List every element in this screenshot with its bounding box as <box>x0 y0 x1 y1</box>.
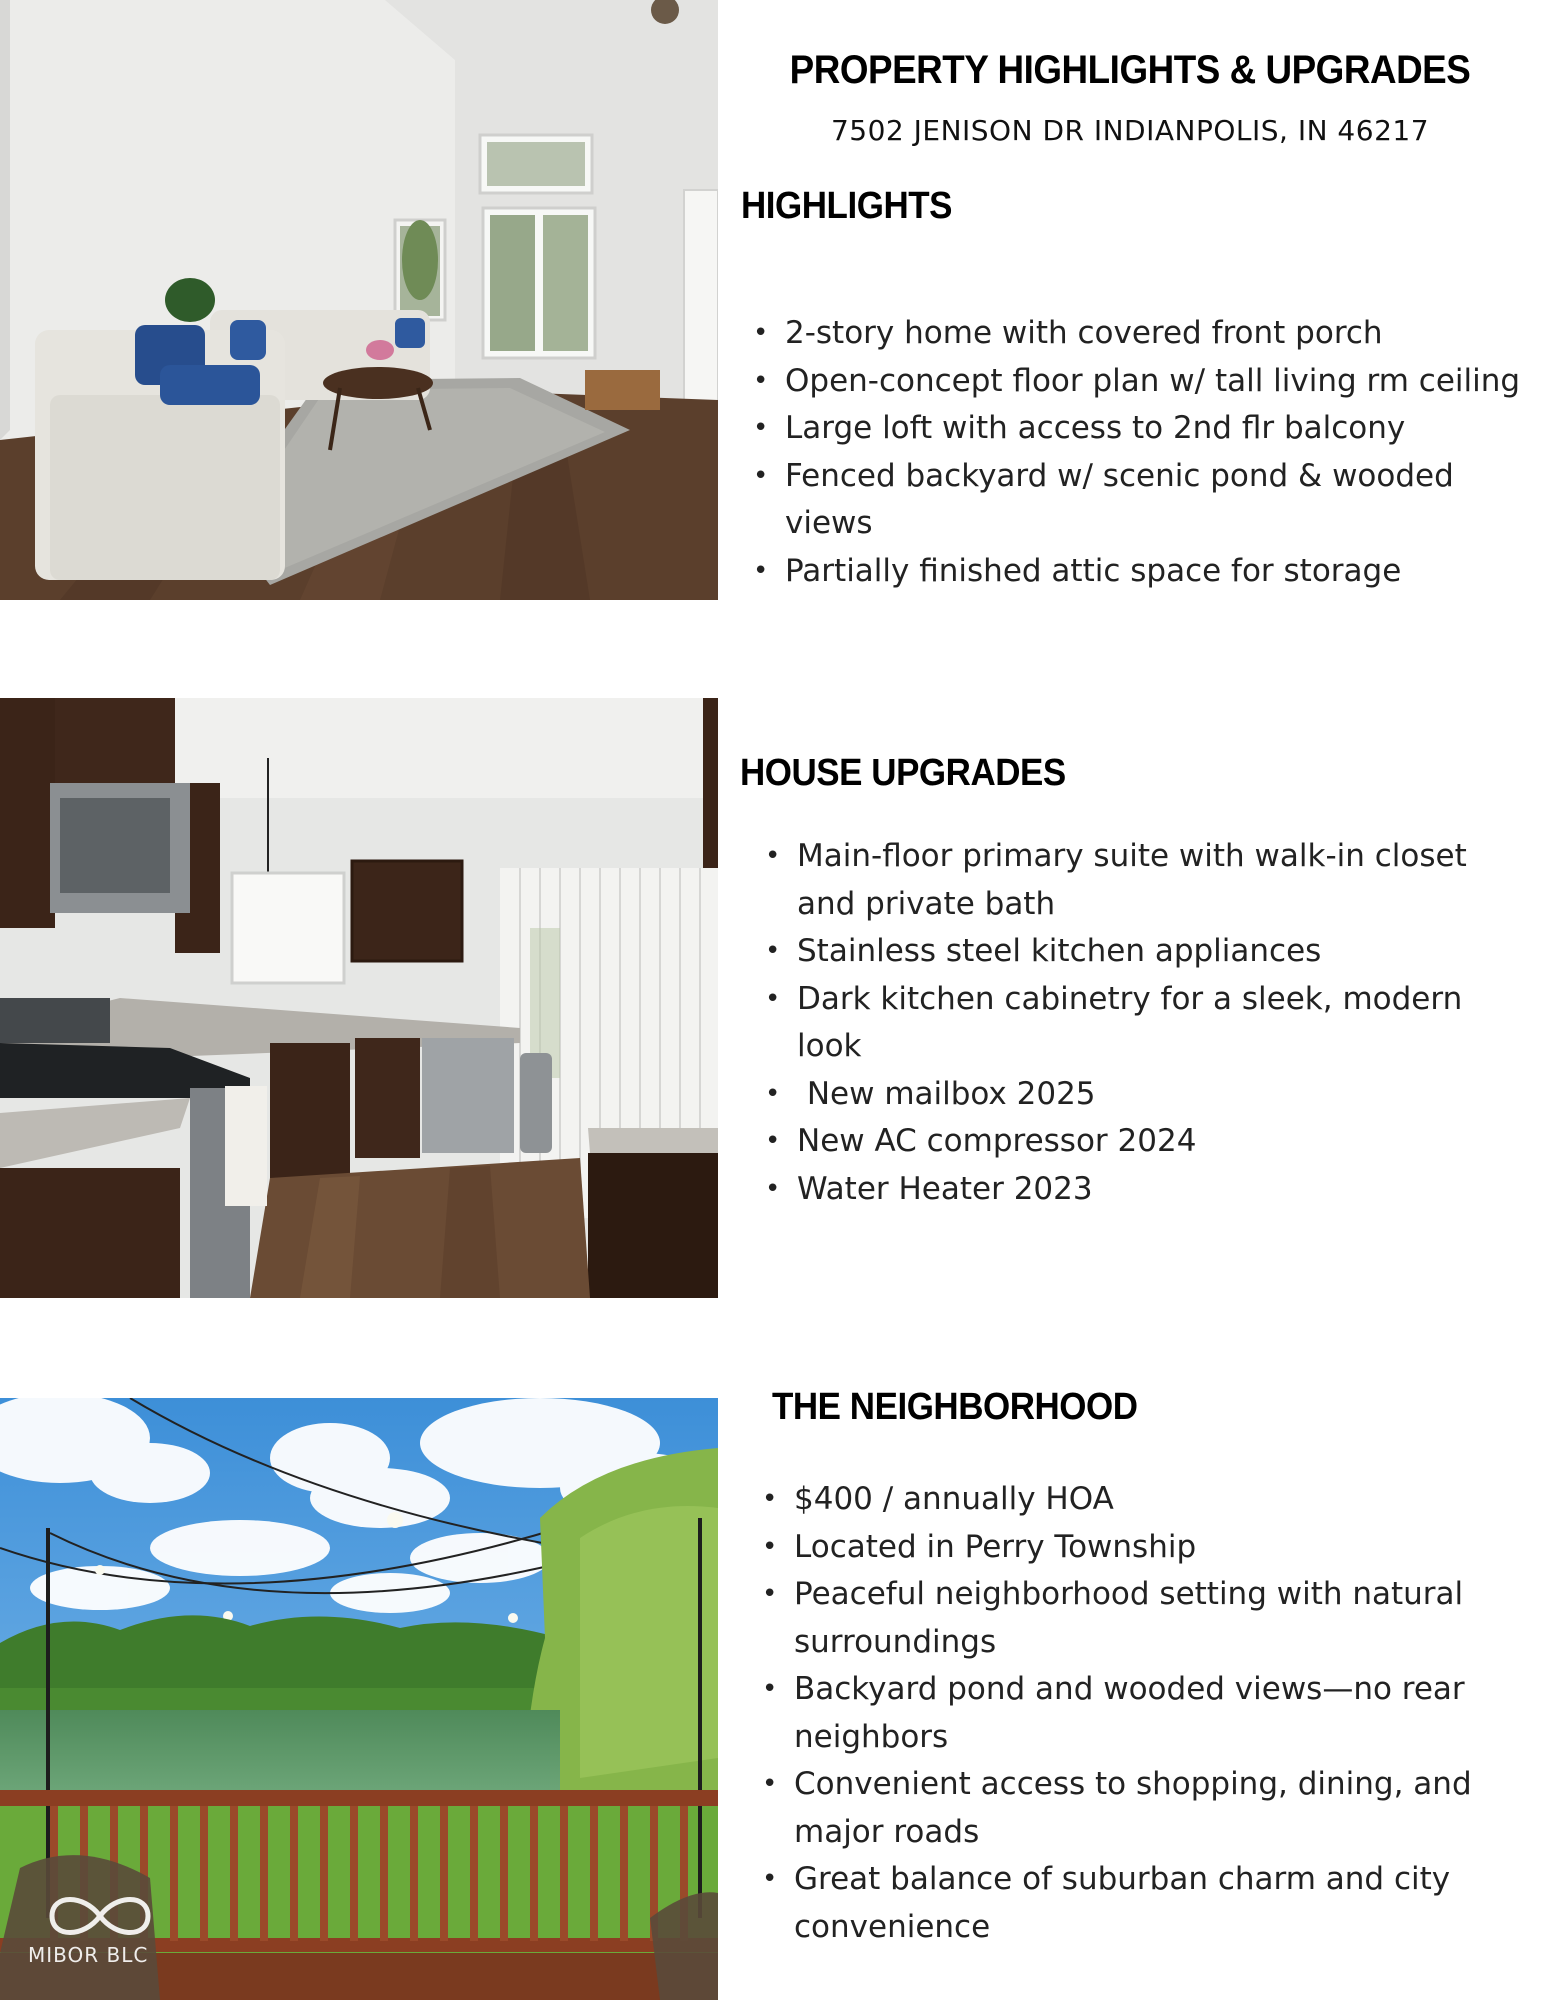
watermark-text: MIBOR BLC <box>28 1943 149 1967</box>
list-item: • Main-floor primary suite with walk-in closet and private bath <box>759 833 1519 928</box>
list-item: • Peaceful neighborhood setting with natural surroundings <box>756 1571 1516 1666</box>
list-item: • Located in Perry Township <box>756 1524 1516 1572</box>
highlights-heading: HIGHLIGHTS <box>741 185 952 227</box>
list-item: • Fenced backyard w/ scenic pond & wooded views <box>747 453 1537 548</box>
backyard-pond-photo <box>0 1398 718 2000</box>
list-item: • Partially finished attic space for storage <box>747 548 1537 596</box>
living-room-photo <box>0 0 718 600</box>
list-item: • Great balance of suburban charm and city convenience <box>756 1856 1516 1951</box>
page-title: PROPERTY HIGHLIGHTS & UPGRADES <box>789 48 1471 92</box>
list-item: • Backyard pond and wooded views—no rear neighbors <box>756 1666 1516 1761</box>
list-item: • Open-concept floor plan w/ tall living rm ceiling <box>747 358 1537 406</box>
highlights-list <box>747 310 1537 595</box>
list-item: • New mailbox 2025 <box>759 1071 1519 1119</box>
list-item: • Large loft with access to 2nd flr balcony <box>747 405 1537 453</box>
list-item: • Convenient access to shopping, dining, and major roads <box>756 1761 1516 1856</box>
list-item: • Water Heater 2023 <box>759 1166 1519 1214</box>
upgrades-list <box>759 833 1519 1213</box>
neighborhood-list <box>756 1476 1516 1951</box>
property-address: 7502 JENISON DR INDIANPOLIS, IN 46217 <box>830 114 1430 147</box>
house-upgrades-heading: HOUSE UPGRADES <box>740 752 1066 794</box>
list-item: • 2-story home with covered front porch <box>747 310 1537 358</box>
list-item: • Dark kitchen cabinetry for a sleek, modern look <box>759 976 1519 1071</box>
kitchen-photo <box>0 698 718 1298</box>
list-item: • New AC compressor 2024 <box>759 1118 1519 1166</box>
list-item: • $400 / annually HOA <box>756 1476 1516 1524</box>
list-item: • Stainless steel kitchen appliances <box>759 928 1519 976</box>
neighborhood-heading: THE NEIGHBORHOOD <box>772 1386 1138 1428</box>
